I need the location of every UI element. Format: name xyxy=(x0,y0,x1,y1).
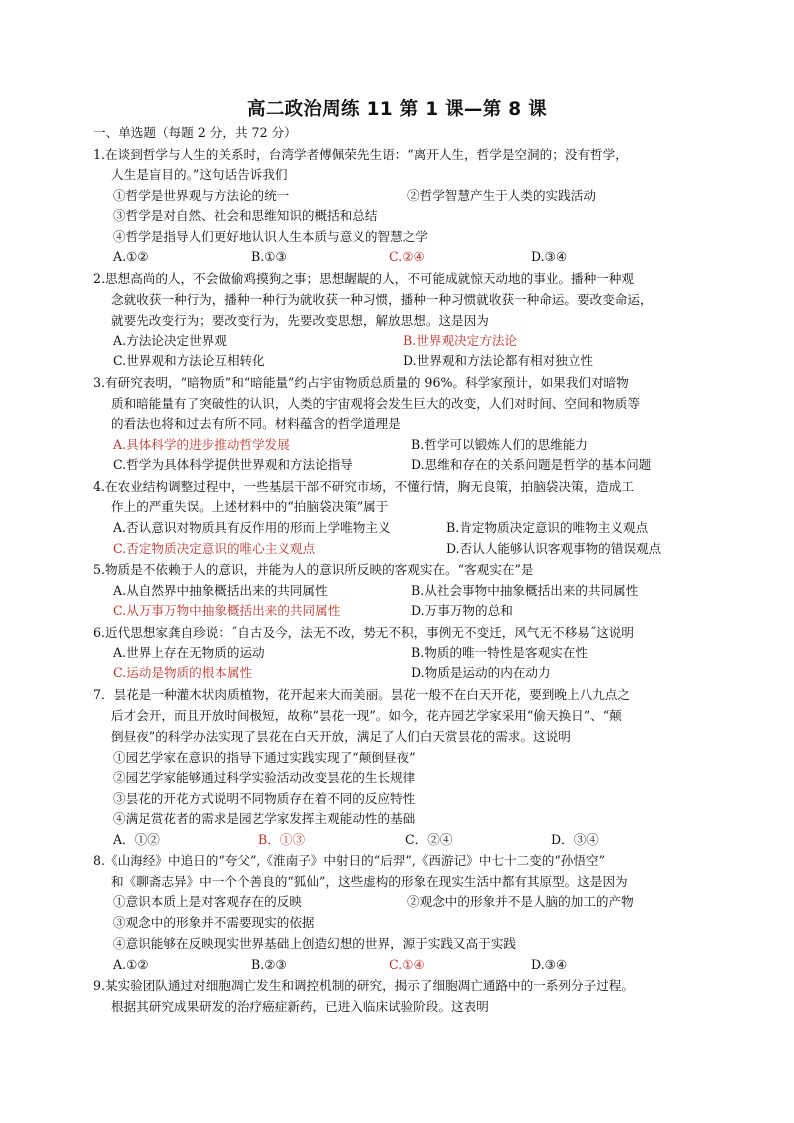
q5-option-c-answer: C.从万事万物中抽象概括出来的共同属性 xyxy=(113,603,341,618)
q7-stem-line: 7．昙花是一种灌木状肉质植物，花开起来大而美丽。昙花一般不在白天开花，要到晚上八九点之 xyxy=(93,687,630,702)
q8-option-a: A.①② xyxy=(113,957,149,972)
q2-option-d: D.世界观和方法论都有相对独立性 xyxy=(403,353,593,368)
q7-option-c: C．②④ xyxy=(405,832,453,847)
q7-stem-line: 倒昼夜”的科学办法实现了昙花在白天开放，满足了人们白天赏昙花的需求。这说明 xyxy=(111,729,571,744)
q5-option-d: D.万事万物的总和 xyxy=(411,603,513,618)
q9-stem-line: 9.某实验团队通过对细胞凋亡发生和调控机制的研究，揭示了细胞凋亡通路中的一系列分子过程。 xyxy=(93,978,634,993)
q4-stem-line: 4.在农业结构调整过程中，一些基层干部不研究市场，不懂行情，胸无良策，拍脑袋决策，造成工 xyxy=(93,479,634,494)
q1-option-d: D.③④ xyxy=(531,249,568,264)
q5-option-b: B.从社会事物中抽象概括出来的共同属性 xyxy=(411,583,639,598)
q6-option-d: D.物质是运动的内在动力 xyxy=(411,665,551,680)
q2-stem-line: 就要先改变行为；要改变行为，先要改变思想，解放思想。这是因为 xyxy=(111,313,489,328)
q1-option-b: B.①③ xyxy=(251,249,287,264)
q7-stem-line: 后才会开，而且开放时间极短，故称“昙花一现”。如今，花卉园艺学家采用“偷天换日”、“颠 xyxy=(111,708,622,723)
q8-option-c-answer: C.①④ xyxy=(389,957,425,972)
q6-option-b: B.物质的唯一特性是客观实在性 xyxy=(411,645,588,660)
q8-option-d: D.③④ xyxy=(531,957,568,972)
q3-stem-line: 的看法也将和过去有所不同。材料蕴含的哲学道理是 xyxy=(111,416,401,431)
q3-option-b: B.哲学可以锻炼人们的思维能力 xyxy=(411,437,588,452)
page-title: 高二政治周练 11 第 1 课—第 8 课 xyxy=(247,99,547,120)
q8-option-b: B.②③ xyxy=(251,957,287,972)
q7-statement-2: ②园艺学家能够通过科学实验活动改变昙花的生长规律 xyxy=(113,770,416,785)
q7-option-b-answer: B．①③ xyxy=(258,832,306,847)
q1-statement-4: ④哲学是指导人们更好地认识人生本质与意义的智慧之学 xyxy=(113,229,428,244)
q1-option-c-answer: C.②④ xyxy=(389,249,425,264)
q3-stem-line: 质和暗能量有了突破性的认识，人类的宇宙观将会发生巨大的改变，人们对时间、空间和物质等 xyxy=(111,396,640,411)
q1-statement-3: ③哲学是对自然、社会和思维知识的概括和总结 xyxy=(113,208,378,223)
q3-stem-line: 3.有研究表明，“暗物质”和“暗能量”约占宇宙物质总质量的 96%。科学家预计，如果我们对暗物 xyxy=(93,375,629,390)
q4-option-a: A.否认意识对物质具有反作用的形而上学唯物主义 xyxy=(113,520,391,535)
q2-option-b-answer: B.世界观决定方法论 xyxy=(403,333,518,348)
q2-option-c: C.世界观和方法论互相转化 xyxy=(113,353,265,368)
q7-statement-3: ③昙花的开花方式说明不同物质存在着不同的反应特性 xyxy=(113,791,416,806)
q4-option-d: D.否认人能够认识客观事物的错误观点 xyxy=(446,541,662,556)
q1-stem-line: 人生是盲目的。”这句话告诉我们 xyxy=(111,167,288,182)
q1-option-a: A.①② xyxy=(113,249,149,264)
q1-stem-line: 1.在谈到哲学与人生的关系时，台湾学者傅佩荣先生语：“离开人生，哲学是空洞的；没有哲学， xyxy=(93,147,628,162)
q8-statement-1: ①意识本质上是对客观存在的反映 xyxy=(113,894,302,909)
q8-statement-3: ③观念中的形象并不需要现实的依据 xyxy=(113,915,315,930)
q7-statement-4: ④满足赏花者的需求是园艺学家发挥主观能动性的基础 xyxy=(113,811,416,826)
q5-stem-line: 5.物质是不依赖于人的意识，并能为人的意识所反映的客观实在。“客观实在”是 xyxy=(93,562,534,577)
q4-option-b: B.肯定物质决定意识的唯物主义观点 xyxy=(446,520,649,535)
q8-statement-2: ②观念中的形象并不是人脑的加工的产物 xyxy=(407,894,634,909)
q8-statement-4: ④意识能够在反映现实世界基础上创造幻想的世界，源于实践又高于实践 xyxy=(113,936,516,951)
q4-option-c-answer: C.否定物质决定意识的唯心主义观点 xyxy=(113,541,316,556)
q2-option-a: A.方法论决定世界观 xyxy=(113,333,227,348)
q6-option-a: A.世界上存在无物质的运动 xyxy=(113,645,265,660)
q1-statement-2: ②哲学智慧产生于人类的实践活动 xyxy=(407,188,596,203)
q7-option-d: D．③④ xyxy=(551,832,599,847)
section-heading: 一、单选题（每题 2 分，共 72 分） xyxy=(93,125,297,140)
q7-statement-1: ①园艺学家在意识的指导下通过实践实现了“颠倒昼夜” xyxy=(113,750,416,765)
q8-stem-line: 和《聊斋志异》中一个个善良的“狐仙”，这些虚构的形象在现实生活中都有其原型。这是因为 xyxy=(111,874,628,889)
q6-stem-line: 6.近代思想家龚自珍说：˝自古及今，法无不改，势无不积，事例无不变迁，风气无不移易˝这说明 xyxy=(93,625,634,640)
q2-stem-line: 2.思想高尚的人，不会做偷鸡摸狗之事；思想龌龊的人，不可能成就惊天动地的事业。播种一种观 xyxy=(93,271,634,286)
q6-option-c-answer: C.运动是物质的根本属性 xyxy=(113,665,253,680)
q8-stem-line: 8.《山海经》中追日的“夸父”,《淮南子》中射日的“后羿”,《西游记》中七十二变的“孙悟空” xyxy=(93,853,606,868)
q2-stem-line: 念就收获一种行为，播种一种行为就收获一种习惯，播种一种习惯就收获一种命运。要改变命运， xyxy=(111,292,653,307)
q5-option-a: A.从自然界中抽象概括出来的共同属性 xyxy=(113,583,328,598)
q3-option-c: C.哲学为具体科学提供世界观和方法论指导 xyxy=(113,457,353,472)
q7-option-a: A．①② xyxy=(113,832,160,847)
q4-stem-line: 作上的严重失误。上述材料中的“拍脑袋决策”属于 xyxy=(111,499,389,514)
q3-option-a-answer: A.具体科学的进步推动哲学发展 xyxy=(113,437,290,452)
q1-statement-1: ①哲学是世界观与方法论的统一 xyxy=(113,188,290,203)
q3-option-d: D.思维和存在的关系问题是哲学的基本问题 xyxy=(411,457,652,472)
q9-stem-line: 根据其研究成果研发的治疗癌症新药，已进入临床试验阶段。这表明 xyxy=(111,999,489,1014)
